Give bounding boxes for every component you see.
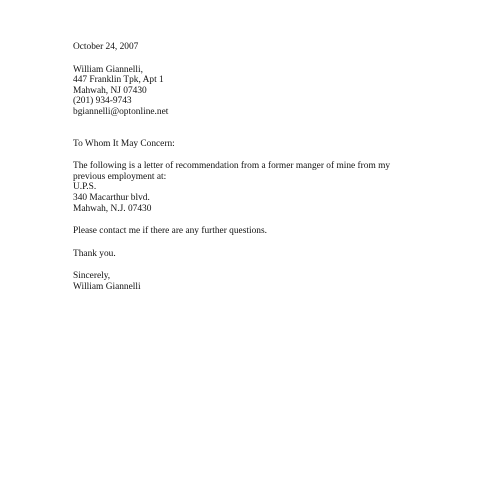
salutation: To Whom It May Concern: [73,138,175,149]
signature-name: William Giannelli [73,281,141,292]
spacer [73,118,473,139]
employer-city: Mahwah, N.J. 07430 [73,203,152,214]
letter-date: October 24, 2007 [73,42,139,52]
employer-address-block [73,182,473,214]
sender-city: Mahwah, NJ 07430 [73,85,147,96]
spacer [73,214,473,226]
contact-request: Please contact me if there are any further questions. [73,226,267,237]
sender-email: bgiannelli@optonline.net [73,106,169,117]
spacer [73,53,473,65]
sender-phone: (201) 934-9743 [73,96,132,107]
spacer [73,237,473,249]
sender-address-block [73,65,473,118]
body-intro-line: The following is a letter of recommendation from a former manger of mine from my [73,161,391,172]
thanks-line: Thank you. [73,248,116,259]
employer-name: U.P.S. [73,182,97,193]
body-intro-paragraph [73,161,473,182]
sender-street: 447 Franklin Tpk, Apt 1 [73,75,164,86]
spacer [73,149,473,161]
spacer [73,259,473,271]
letter-body [73,42,473,293]
body-intro-line: previous employment at: [73,171,167,182]
closing: Sincerely, [73,271,111,282]
employer-street: 340 Macarthur blvd. [73,192,150,203]
sender-name: William Giannelli, [73,64,143,75]
